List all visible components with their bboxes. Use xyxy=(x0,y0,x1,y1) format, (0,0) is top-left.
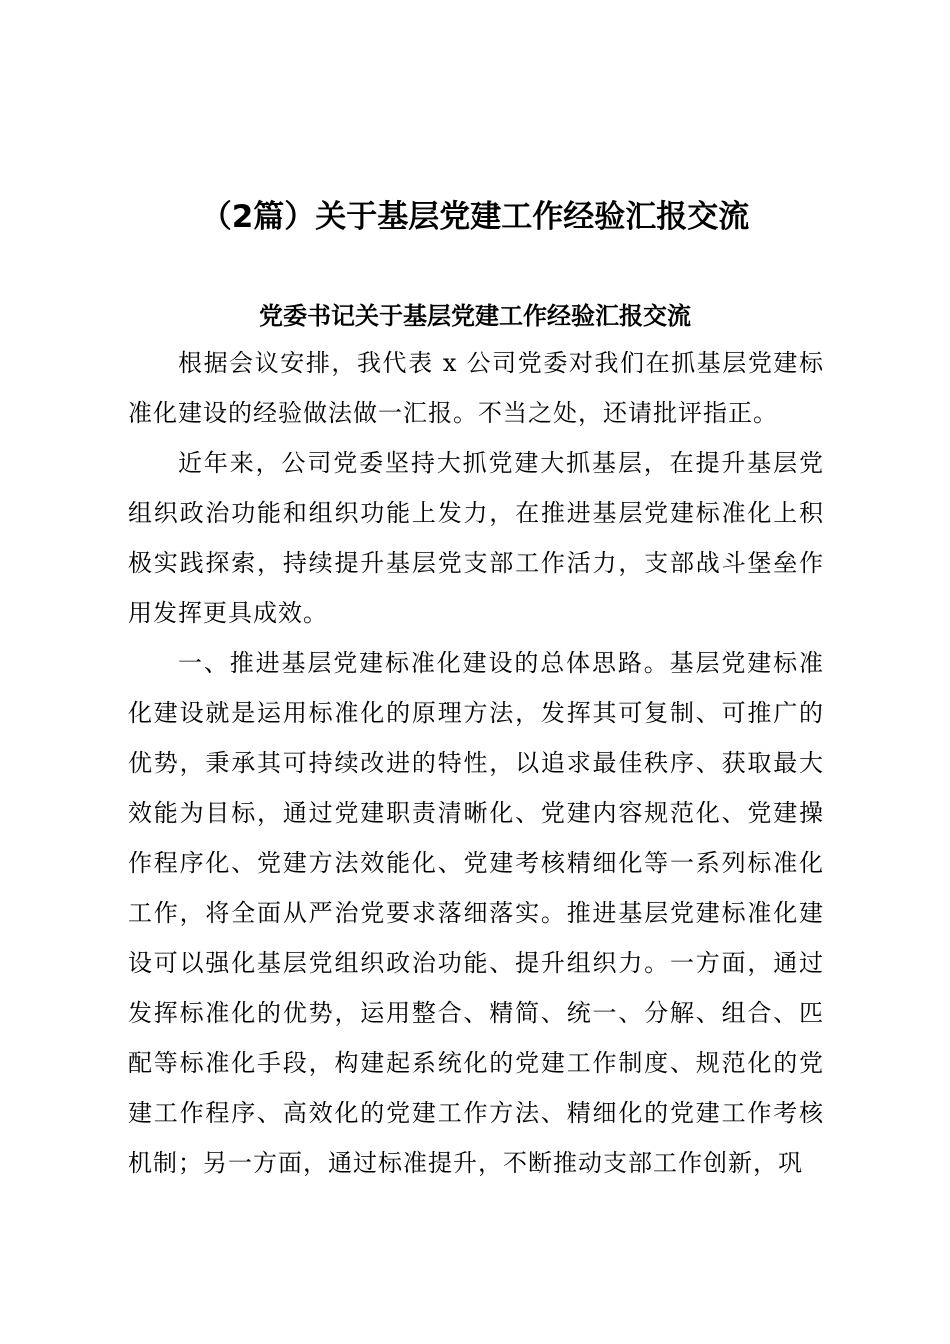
paragraph-3: 一、推进基层党建标准化建设的总体思路。基层党建标准化建设就是运用标准化的原理方法，发挥其可复制、可推广的优势，秉承其可持续改进的特性，以追求最佳秩序、获取最大效能为目标，通过党建职责清晰化、党建内容规范化、党建操作程序化、党建方法效能化、党建考核精细化等一系列标准化工作，将全面从严治党要求落细落实。推进基层党建标准化建设可以强化基层党组织政治功能、提升组织力。一方面，通过发挥标准化的优势，运用整合、精简、统一、分解、组合、匹配等标准化手段，构建起系统化的党建工作制度、规范化的党建工作程序、高效化的党建工作方法、精细化的党建工作考核机制；另一方面，通过标准提升，不断推动支部工作创新，巩 xyxy=(128,649,824,1177)
document-title: （2篇）关于基层党建工作经验汇报交流 xyxy=(200,199,750,235)
section-title: 党委书记关于基层党建工作经验汇报交流 xyxy=(259,302,691,330)
paragraph-2: 近年来，公司党委坚持大抓党建大抓基层，在提升基层党组织政治功能和组织功能上发力，在推进基层党建标准化上积极实践探索，持续提升基层党支部工作活力，支部战斗堡垒作用发挥更具成效。 xyxy=(128,449,824,627)
paragraph-1: 根据会议安排，我代表 x 公司党委对我们在抓基层党建标准化建设的经验做法做一汇报。不当之处，还请批评指正。 xyxy=(128,349,824,427)
document-body xyxy=(128,338,824,1188)
